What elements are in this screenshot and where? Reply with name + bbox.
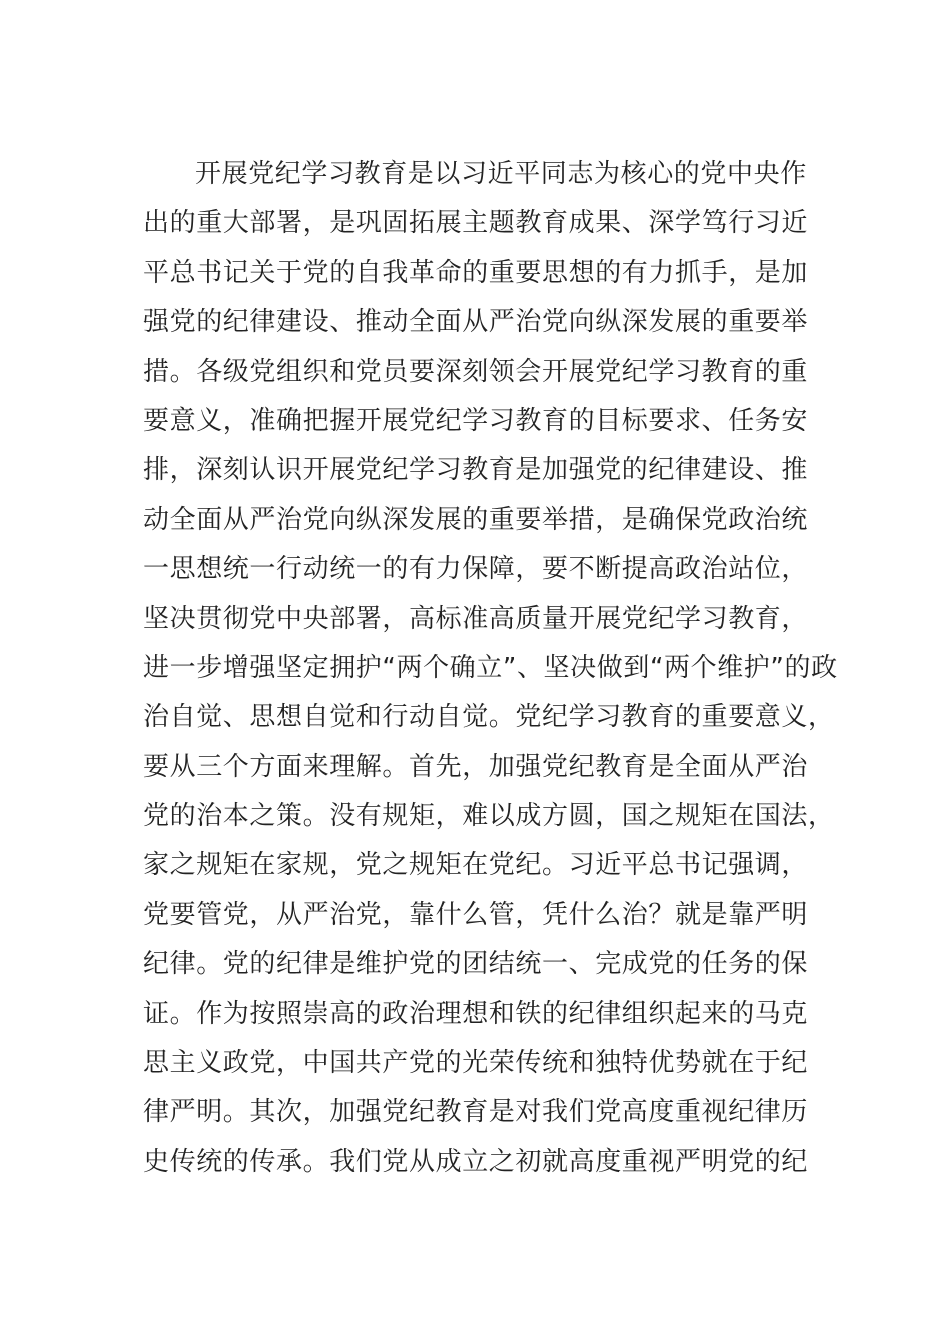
text-line: 进一步增强坚定拥护“两个确立”、坚决做到“两个维护”的政 (143, 652, 838, 683)
text-line: 史传统的传承。我们党从成立之初就高度重视严明党的纪 (143, 1146, 809, 1177)
text-line: 思主义政党，中国共产党的光荣传统和独特优势就在于纪 (143, 1048, 809, 1079)
text-line: 家之规矩在家规，党之规矩在党纪。习近平总书记强调， (143, 850, 809, 881)
text-line: 要意义，准确把握开展党纪学习教育的目标要求、任务安 (143, 405, 809, 436)
text-line: 证。作为按照崇高的政治理想和铁的纪律组织起来的马克 (143, 998, 809, 1029)
text-line: 排，深刻认识开展党纪学习教育是加强党的纪律建设、推 (143, 455, 809, 486)
text-line: 动全面从严治党向纵深发展的重要举措，是确保党政治统 (143, 504, 809, 535)
text-line: 纪律。党的纪律是维护党的团结统一、完成党的任务的保 (143, 949, 809, 980)
text-line: 党要管党，从严治党，靠什么管，凭什么治？就是靠严明 (143, 899, 809, 930)
text-line: 出的重大部署，是巩固拓展主题教育成果、深学笃行习近 (143, 208, 809, 239)
text-line: 律严明。其次，加强党纪教育是对我们党高度重视纪律历 (143, 1097, 809, 1128)
body-paragraph (143, 150, 838, 1187)
text-line: 强党的纪律建设、推动全面从严治党向纵深发展的重要举 (143, 307, 809, 338)
text-line: 平总书记关于党的自我革命的重要思想的有力抓手，是加 (143, 257, 809, 288)
text-line: 措。各级党组织和党员要深刻领会开展党纪学习教育的重 (143, 356, 809, 387)
text-line: 坚决贯彻党中央部署，高标准高质量开展党纪学习教育， (143, 603, 809, 634)
text-line: 一思想统一行动统一的有力保障，要不断提高政治站位， (143, 554, 809, 585)
text-line: 开展党纪学习教育是以习近平同志为核心的党中央作 (195, 159, 807, 189)
text-line: 党的治本之策。没有规矩，难以成方圆，国之规矩在国法， (143, 801, 835, 832)
text-line: 要从三个方面来理解。首先，加强党纪教育是全面从严治 (143, 751, 809, 782)
text-line: 治自觉、思想自觉和行动自觉。党纪学习教育的重要意义， (143, 702, 835, 733)
